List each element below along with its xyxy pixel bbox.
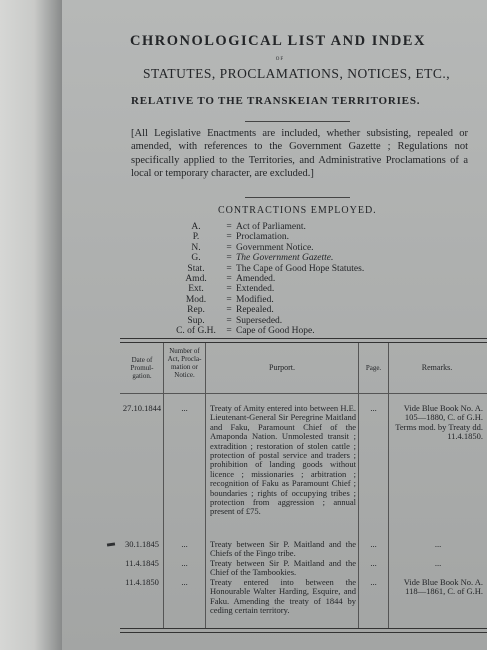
row-3-purport: Treaty between Sir P. Maitland and the Chief of the Tambookies. [210, 558, 356, 578]
contraction-meaning: The Cape of Good Hope Statutes. [236, 263, 365, 274]
contraction-abbr: Mod. [185, 294, 207, 305]
row-1-purport: Treaty of Amity entered into between H.E. Lieutenant-General Sir Peregrine Maitland and Faku, Paramount Chief of the Amaponda Nation. Unmolested transit ; extradition ; restoration of stolen cattle ; protection of postal service and traders ; prohibition of landing goods without licence ; missionaries ; arbitration ; recognition of Faku as Paramount Chief ; boundaries ; rights of occupying tribes ; protection from aggression ; annual present of £75. [210, 403, 356, 517]
column-header-remarks: Remarks. [421, 363, 453, 372]
header-rule [120, 393, 487, 394]
row-3-remarks: ... [434, 558, 442, 568]
contraction-equals: = [226, 253, 232, 264]
contraction-meaning: Amended. [236, 274, 276, 285]
row-3-number: ... [181, 558, 188, 568]
contraction-row [170, 253, 364, 263]
contraction-equals: = [226, 242, 232, 253]
divider [245, 197, 350, 198]
contraction-equals: = [226, 305, 232, 316]
contraction-row [170, 316, 364, 326]
contraction-equals: = [226, 326, 232, 337]
row-4-page: ... [370, 577, 377, 587]
contraction-abbr: Amd. [185, 274, 207, 285]
contraction-row [170, 264, 364, 274]
contraction-abbr: A. [191, 222, 201, 232]
column-header-date: Date of Promul-gation. [130, 356, 154, 380]
contraction-row [170, 326, 364, 336]
contraction-equals: = [226, 232, 232, 243]
row-1-date: 27.10.1844 [122, 403, 162, 413]
row-2-date: 30.1.1845 [125, 539, 159, 549]
contraction-abbr: G. [191, 253, 201, 264]
row-4-purport: Treaty entered into between the Honourable Walter Harding, Esquire, and Faku. Amending the treaty of 1844 by ceding certain territory. [210, 577, 356, 616]
row-2-page: ... [370, 539, 377, 549]
contraction-abbr: Rep. [187, 305, 205, 316]
row-2-purport: Treaty between Sir P. Maitland and the Chiefs of the Fingo tribe. [210, 539, 356, 559]
contraction-abbr: Sup. [187, 315, 205, 326]
contraction-equals: = [226, 284, 232, 295]
contraction-row [170, 274, 364, 284]
row-3-page: ... [370, 558, 377, 568]
title-line-1: CHRONOLOGICAL LIST AND INDEX [130, 33, 426, 49]
contractions-list [170, 222, 364, 336]
contraction-equals: = [226, 315, 232, 326]
contraction-abbr: Ext. [188, 284, 204, 295]
column-header-purport: Purport. [269, 363, 295, 372]
contraction-meaning: Cape of Good Hope. [236, 326, 315, 337]
column-divider [388, 343, 389, 628]
row-4-remarks: Vide Blue Book No. A. 118—1861, C. of G.H. [403, 577, 483, 597]
contraction-equals: = [226, 274, 232, 285]
title-line-3: RELATIVE TO THE TRANSKEIAN TERRITORIES. [131, 95, 421, 107]
contraction-meaning: Superseded. [236, 315, 283, 326]
contraction-row [170, 243, 364, 253]
book-binding-edge [0, 0, 62, 650]
row-3-date: 11.4.1845 [125, 558, 159, 568]
row-1-remarks: Vide Blue Book No. A. 105—1880, C. of G.H. Terms mod. by Treaty dd. 11.4.1850. [395, 403, 483, 442]
row-4-date: 11.4.1850 [125, 577, 159, 587]
contraction-meaning: Act of Parliament. [236, 222, 306, 232]
contraction-meaning: Repealed. [236, 305, 274, 316]
title-line-2: STATUTES, PROCLAMATIONS, NOTICES, ETC., [143, 66, 451, 81]
column-divider [205, 343, 206, 628]
intro-paragraph: [All Legislative Enactments are included, whether subsisting, repealed or amended, with references to the Government Gazette ; Regulations not specifically applied to the Territories, and Administrative Proclamations of a local or temporary character, are excluded.] [131, 128, 468, 180]
contractions-heading: CONTRACTIONS EMPLOYED. [218, 205, 377, 216]
contraction-equals: = [226, 263, 232, 274]
contraction-equals: = [226, 222, 232, 232]
row-2-number: ... [181, 539, 188, 549]
contraction-meaning: The Government Gazette. [236, 253, 334, 264]
contraction-abbr: P. [192, 232, 200, 243]
contraction-meaning: Modified. [236, 294, 274, 305]
contraction-row [170, 295, 364, 305]
contraction-row [170, 284, 364, 294]
divider [245, 121, 350, 122]
row-2-remarks: ... [434, 539, 442, 549]
contraction-meaning: Extended. [236, 284, 275, 295]
contraction-row [170, 222, 364, 232]
table-bottom-rule [120, 628, 487, 633]
contraction-row [170, 305, 364, 315]
title-of: OF [275, 57, 285, 62]
contraction-equals: = [226, 294, 232, 305]
column-header-page: Page. [365, 364, 382, 372]
contraction-meaning: Proclamation. [236, 232, 290, 243]
column-header-number: Number of Act, Procla-mation or Notice. [167, 347, 202, 379]
contraction-abbr: N. [191, 242, 201, 253]
row-1-page: ... [370, 403, 377, 413]
contraction-abbr: Stat. [187, 263, 205, 274]
contraction-meaning: Government Notice. [236, 242, 314, 253]
contraction-row [170, 232, 364, 242]
table-top-rule [120, 338, 487, 343]
row-4-number: ... [181, 577, 188, 587]
contraction-abbr: C. of G.H. [176, 326, 216, 337]
row-1-number: ... [181, 403, 188, 413]
